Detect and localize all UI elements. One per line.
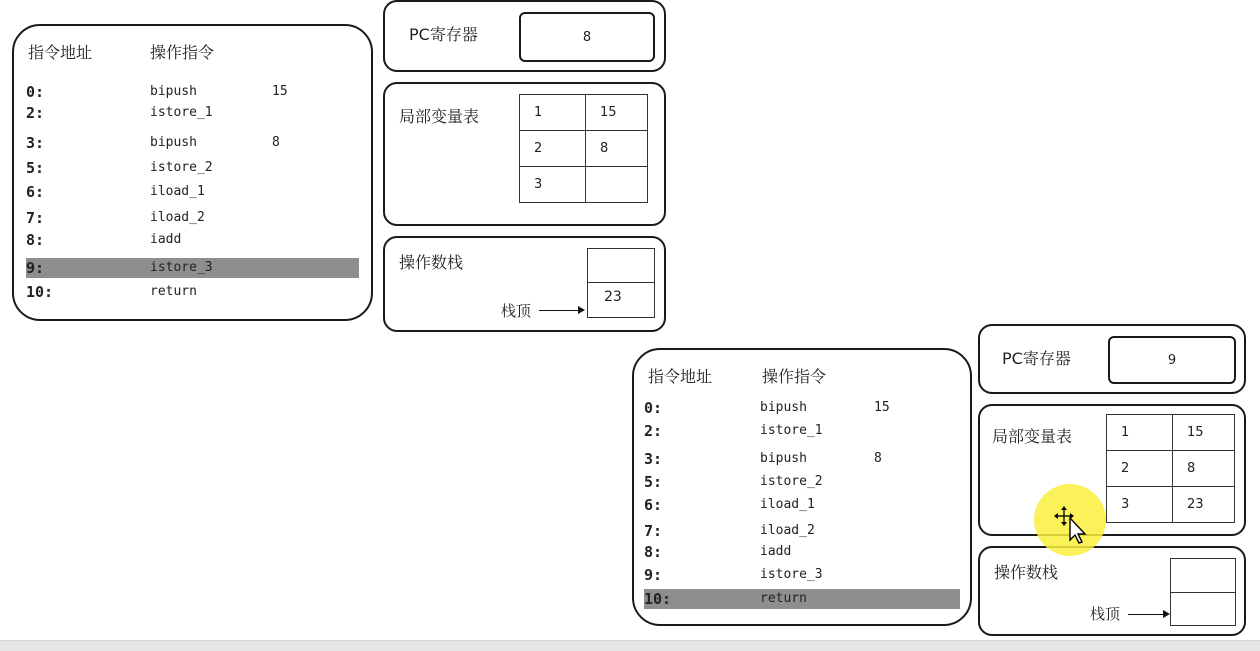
move-cursor-icon (1054, 506, 1094, 546)
instruction-address: 7: (644, 522, 663, 540)
instruction-opcode: iadd (760, 544, 792, 559)
instruction-opcode: iload_1 (760, 497, 815, 512)
stack-top-arrowhead (1163, 610, 1170, 618)
instruction-row (644, 542, 960, 562)
instruction-address: 3: (26, 134, 45, 152)
instruction-opcode: istore_1 (760, 423, 823, 438)
instruction-opcode: bipush (760, 451, 807, 466)
instruction-operand: 8 (874, 451, 882, 466)
local-variable-table-label: 局部变量表 (992, 427, 1073, 446)
slot-index: 1 (520, 95, 586, 131)
local-variable-table (1106, 414, 1235, 523)
instruction-address: 7: (26, 209, 45, 227)
stack-top-arrow (1128, 614, 1164, 615)
slot-index: 2 (520, 131, 586, 167)
slot-value: 15 (1173, 415, 1235, 451)
instruction-address: 5: (644, 473, 663, 491)
instruction-address: 9: (26, 259, 45, 277)
pc-register-value (1108, 336, 1236, 384)
header-instruction: 操作指令 (762, 367, 827, 386)
instruction-row (644, 495, 960, 515)
instruction-address: 6: (644, 496, 663, 514)
instruction-opcode: iload_2 (760, 523, 815, 538)
instruction-opcode: istore_2 (150, 160, 213, 175)
pc-register-label: PC寄存器 (1002, 349, 1071, 368)
instruction-opcode: iload_1 (150, 184, 205, 199)
instruction-address: 10: (26, 283, 54, 301)
instruction-row (644, 398, 960, 418)
local-variable-slot (1107, 415, 1235, 451)
slot-value: 8 (586, 131, 648, 167)
local-variable-table-panel (978, 404, 1246, 536)
slot-index: 3 (1107, 487, 1173, 523)
instruction-row (644, 449, 960, 469)
instruction-address: 2: (644, 422, 663, 440)
local-variable-table-label: 局部变量表 (399, 107, 480, 126)
pc-register-panel (978, 324, 1246, 394)
instruction-opcode: bipush (760, 400, 807, 415)
local-variable-slot (1107, 451, 1235, 487)
slot-value: 15 (586, 95, 648, 131)
instruction-address: 9: (644, 566, 663, 584)
instruction-address: 0: (26, 83, 45, 101)
slot-index: 2 (1107, 451, 1173, 487)
instruction-address: 8: (26, 231, 45, 249)
instruction-address: 5: (26, 159, 45, 177)
instruction-address: 8: (644, 543, 663, 561)
slot-value: 23 (1173, 487, 1235, 523)
instruction-address: 0: (644, 399, 663, 417)
instruction-address: 2: (26, 104, 45, 122)
instruction-opcode: bipush (150, 84, 197, 99)
instruction-row (644, 521, 960, 541)
slot-index: 1 (1107, 415, 1173, 451)
operand-stack (1170, 558, 1236, 626)
instruction-opcode: return (760, 591, 807, 606)
instruction-address: 10: (644, 590, 672, 608)
stack-top-label: 栈顶 (1090, 605, 1121, 623)
bytecode-panel (632, 348, 972, 626)
instruction-opcode: bipush (150, 135, 197, 150)
instruction-opcode: istore_3 (760, 567, 823, 582)
instruction-opcode: istore_2 (760, 474, 823, 489)
window-bottom-bar (0, 640, 1260, 651)
instruction-operand: 8 (272, 135, 280, 150)
instruction-row-current (644, 589, 960, 609)
header-address: 指令地址 (648, 367, 713, 386)
stack-top-label: 栈顶 (501, 302, 532, 320)
pc-value-text: 8 (582, 29, 592, 45)
header-instruction: 操作指令 (150, 43, 215, 62)
stack-slot (1171, 559, 1235, 593)
instruction-row (644, 421, 960, 441)
instruction-row (644, 472, 960, 492)
instruction-address: 6: (26, 183, 45, 201)
operand-stack-panel (978, 546, 1246, 636)
instruction-opcode: iload_2 (150, 210, 205, 225)
pc-register-label: PC寄存器 (409, 25, 478, 44)
pc-value-text: 9 (1167, 352, 1177, 368)
instruction-row (644, 565, 960, 585)
header-address: 指令地址 (28, 43, 93, 62)
instruction-opcode: istore_1 (150, 105, 213, 120)
slot-value: 8 (1173, 451, 1235, 487)
instruction-operand: 15 (272, 84, 288, 99)
stack-slot: 23 (604, 289, 622, 305)
instruction-opcode: return (150, 284, 197, 299)
instruction-operand: 15 (874, 400, 890, 415)
instruction-opcode: iadd (150, 232, 182, 247)
instruction-address: 3: (644, 450, 663, 468)
operand-stack-label: 操作数栈 (994, 563, 1059, 582)
instruction-opcode: istore_3 (150, 260, 213, 275)
operand-stack-label: 操作数栈 (399, 253, 464, 272)
local-variable-slot (1107, 487, 1235, 523)
stack-slot (1171, 593, 1235, 627)
slot-index: 3 (520, 167, 586, 203)
